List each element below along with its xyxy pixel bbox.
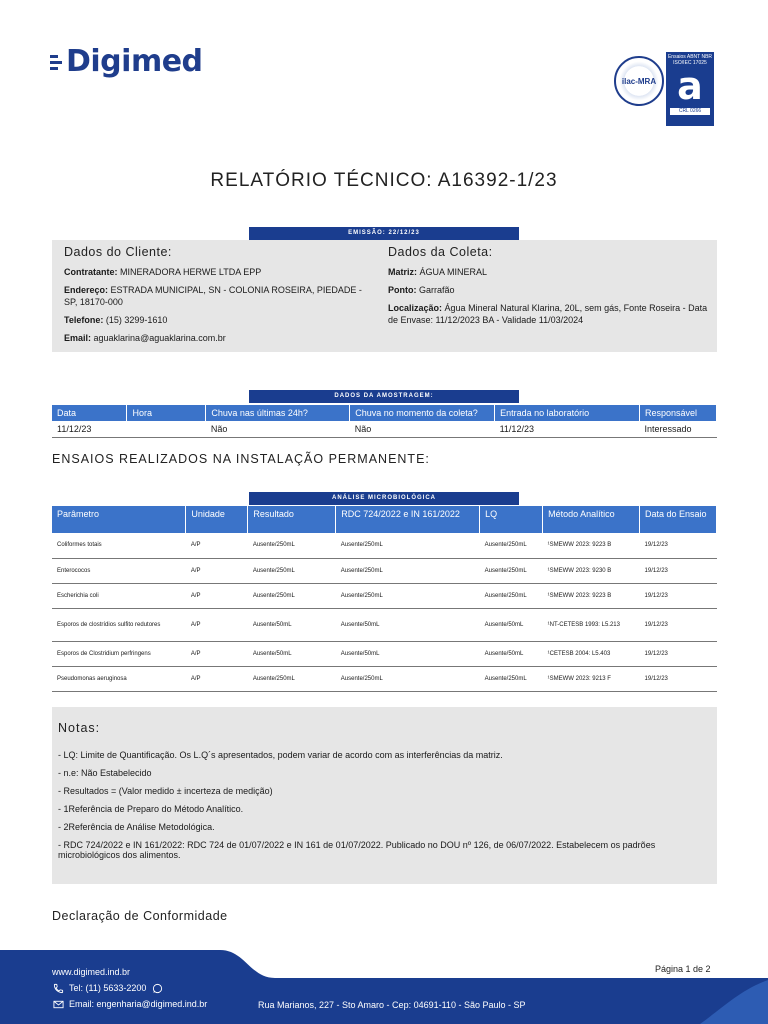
table-cell: ¹SMEWW 2023: 9223 B <box>543 533 640 558</box>
table-cell: Ausente/50mL <box>336 608 480 641</box>
table-row <box>52 421 717 438</box>
column-header: Responsável <box>639 405 716 421</box>
page-footer <box>0 950 768 1024</box>
column-header: Hora <box>127 405 206 421</box>
table-cell: Ausente/50mL <box>480 608 543 641</box>
table-cell: A/P <box>186 558 248 583</box>
table-cell: Coliformes totais <box>52 533 186 558</box>
footer-address: Rua Marianos, 227 - Sto Amaro - Cep: 04691-110 - São Paulo - SP <box>258 1000 526 1010</box>
whatsapp-icon <box>151 982 163 994</box>
table-cell: Ausente/250mL <box>336 533 480 558</box>
note-item: - n.e: Não Estabelecido <box>58 768 152 778</box>
footer-contacts <box>52 964 207 1012</box>
phone-icon <box>52 982 64 994</box>
client-info-panel <box>52 240 717 352</box>
footer-website[interactable]: www.digimed.ind.br <box>52 967 131 977</box>
field-localizacao: Localização: Água Mineral Natural Klarina, 20L, sem gás, Fonte Roseira - Data de Envase: 11/12/2023 BA - Validade 11/03/2024 <box>388 303 708 325</box>
table-cell: 19/12/23 <box>640 558 717 583</box>
table-cell: Ausente/250mL <box>248 533 336 558</box>
table-cell: Interessado <box>639 421 716 438</box>
tests-heading: ENSAIOS REALIZADOS NA INSTALAÇÃO PERMANENTE: <box>52 452 430 466</box>
column-header: Parâmetro <box>52 506 186 533</box>
table-cell: 19/12/23 <box>640 666 717 691</box>
table-cell: Ausente/250mL <box>336 558 480 583</box>
email-icon <box>52 998 64 1010</box>
table-cell: Ausente/50mL <box>248 641 336 666</box>
inmetro-accreditation-seal-icon: Ensaios ABNT NBR ISO/IEC 17025 a CRL 0266 <box>666 52 714 126</box>
table-cell: Não <box>206 421 350 438</box>
table-cell: A/P <box>186 533 248 558</box>
notes-heading: Notas: <box>58 721 101 735</box>
sampling-band: DADOS DA AMOSTRAGEM: <box>249 390 519 403</box>
table-row <box>52 608 717 641</box>
table-cell: ¹SMEWW 2023: 9223 B <box>543 583 640 608</box>
column-header: Entrada no laboratório <box>495 405 640 421</box>
logo-mark-icon <box>50 47 64 77</box>
column-header: LQ <box>480 506 543 533</box>
column-header: RDC 724/2022 e IN 161/2022 <box>336 506 480 533</box>
note-item: - LQ: Limite de Quantificação. Os L.Q´s apresentados, podem variar de acordo com as interferências da matriz. <box>58 750 503 760</box>
table-cell <box>127 421 206 438</box>
field-telefone: Telefone: (15) 3299-1610 <box>64 315 168 325</box>
table-cell: Ausente/250mL <box>480 558 543 583</box>
table-cell: Ausente/250mL <box>248 583 336 608</box>
table-cell: Pseudomonas aeruginosa <box>52 666 186 691</box>
table-row <box>52 533 717 558</box>
table-cell: Escherichia coli <box>52 583 186 608</box>
table-cell: Enterococos <box>52 558 186 583</box>
table-cell: Ausente/250mL <box>480 666 543 691</box>
table-cell: Ausente/50mL <box>336 641 480 666</box>
note-item: - Resultados = (Valor medido ± incerteza de medição) <box>58 786 273 796</box>
note-item: - 1Referência de Preparo do Método Analítico. <box>58 804 244 814</box>
collection-heading: Dados da Coleta: <box>388 245 493 259</box>
table-cell: 19/12/23 <box>640 608 717 641</box>
table-cell: Ausente/50mL <box>480 641 543 666</box>
table-cell: Ausente/250mL <box>480 533 543 558</box>
table-cell: ¹NT-CETESB 1993: L5.213 <box>543 608 640 641</box>
table-cell: Não <box>350 421 495 438</box>
column-header: Chuva nas últimas 24h? <box>206 405 350 421</box>
table-cell: 19/12/23 <box>640 533 717 558</box>
field-endereco: Endereço: ESTRADA MUNICIPAL, SN - COLONIA ROSEIRA, PIEDADE - SP, 18170-000 <box>64 285 362 307</box>
table-cell: 19/12/23 <box>640 641 717 666</box>
field-email: Email: aguaklarina@aguaklarina.com.br <box>64 333 226 343</box>
note-item: - 2Referência de Análise Metodológica. <box>58 822 215 832</box>
table-cell: Ausente/250mL <box>248 666 336 691</box>
column-header: Unidade <box>186 506 248 533</box>
table-cell: 11/12/23 <box>52 421 127 438</box>
column-header: Chuva no momento da coleta? <box>350 405 495 421</box>
collection-section <box>388 246 713 332</box>
table-cell: A/P <box>186 583 248 608</box>
table-row <box>52 666 717 691</box>
column-header: Data <box>52 405 127 421</box>
table-cell: Esporos de clostrídios sulfito redutores <box>52 608 186 641</box>
company-logo <box>50 44 203 79</box>
client-section <box>64 246 364 350</box>
page-number: Página 1 de 2 <box>655 964 711 974</box>
microbiology-table <box>52 506 717 692</box>
sampling-table <box>52 405 717 438</box>
field-matriz: Matriz: ÁGUA MINERAL <box>388 267 488 277</box>
field-ponto: Ponto: Garrafão <box>388 285 455 295</box>
report-title: RELATÓRIO TÉCNICO: A16392-1/23 <box>210 170 558 191</box>
table-cell: ¹CETESB 2004: L5.403 <box>543 641 640 666</box>
table-cell: Esporos de Clostridium perfringens <box>52 641 186 666</box>
microbiology-header-row <box>52 506 717 533</box>
table-row <box>52 558 717 583</box>
microbiology-band: ANÁLISE MICROBIOLÓGICA <box>249 492 519 505</box>
table-cell: Ausente/250mL <box>480 583 543 608</box>
emission-date-band: EMISSÃO: 22/12/23 <box>249 227 519 240</box>
table-cell: 19/12/23 <box>640 583 717 608</box>
table-cell: A/P <box>186 666 248 691</box>
client-heading: Dados do Cliente: <box>64 245 172 259</box>
table-cell: 11/12/23 <box>495 421 640 438</box>
table-row <box>52 641 717 666</box>
table-cell: A/P <box>186 641 248 666</box>
field-contratante: Contratante: MINERADORA HERWE LTDA EPP <box>64 267 262 277</box>
table-cell: Ausente/250mL <box>336 583 480 608</box>
table-cell: ¹SMEWW 2023: 9213 F <box>543 666 640 691</box>
certification-seals <box>610 50 720 134</box>
notes-panel <box>52 707 717 884</box>
table-cell: Ausente/250mL <box>248 558 336 583</box>
table-cell: Ausente/250mL <box>336 666 480 691</box>
table-cell: ¹SMEWW 2023: 9230 B <box>543 558 640 583</box>
table-cell: A/P <box>186 608 248 641</box>
column-header: Data do Ensaio <box>640 506 717 533</box>
sampling-header-row <box>52 405 717 421</box>
footer-phone[interactable]: Tel: (11) 5633-2200 <box>52 980 207 996</box>
table-row <box>52 583 717 608</box>
column-header: Método Analítico <box>543 506 640 533</box>
footer-email[interactable]: Email: engenharia@digimed.ind.br <box>52 996 207 1012</box>
ilac-mra-seal-icon: ilac-MRA <box>614 56 664 106</box>
column-header: Resultado <box>248 506 336 533</box>
declaration-heading: Declaração de Conformidade <box>52 909 228 923</box>
note-item: - RDC 724/2022 e IN 161/2022: RDC 724 de 01/07/2022 e IN 161 de 01/07/2022. Publicado no DOU nº 126, de 06/07/2022. Estabelecem os padrões microbiológicos dos alimentos. <box>58 840 656 860</box>
logo-text: Digimed <box>66 44 203 79</box>
table-cell: Ausente/50mL <box>248 608 336 641</box>
